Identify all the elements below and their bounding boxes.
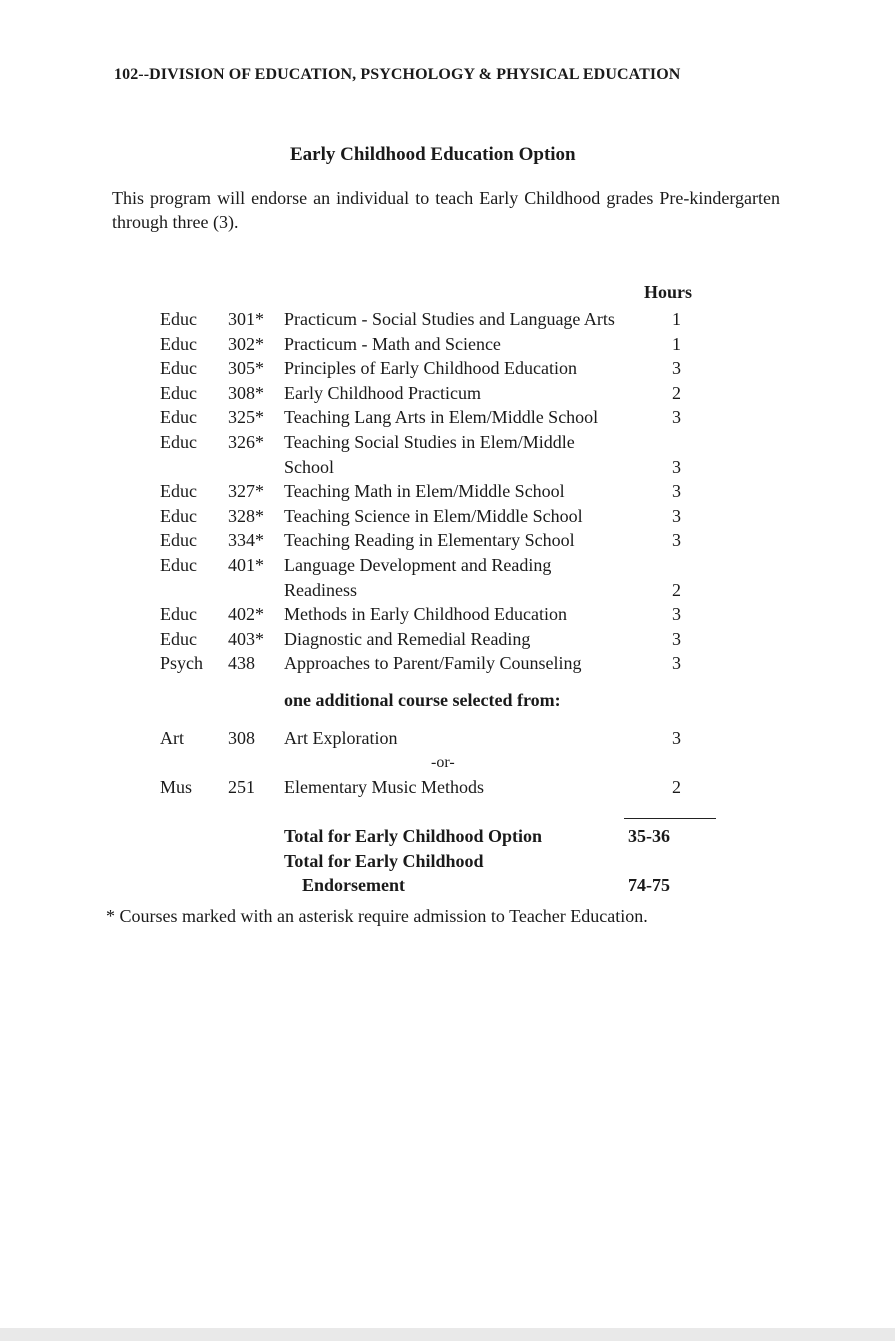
course-title: Practicum - Math and Science: [284, 333, 501, 354]
course-hours: 3: [672, 604, 681, 625]
course-number: 302*: [228, 333, 264, 354]
total-option-label: Total for Early Childhood Option: [284, 826, 543, 846]
course-hours: 3: [672, 407, 681, 428]
total-endorsement-hours: 74-75: [628, 875, 670, 895]
course-hours: 1: [672, 309, 681, 329]
course-hours: 3: [672, 653, 681, 674]
hours-column-header: Hours: [644, 282, 693, 302]
totals-divider: [624, 818, 716, 819]
course-number: 325*: [228, 407, 264, 428]
course-hours: 3: [672, 530, 681, 551]
course-dept: Educ: [160, 309, 197, 329]
course-title: Teaching Social Studies in Elem/Middle: [284, 432, 575, 452]
course-dept: Educ: [160, 382, 197, 403]
course-dept: Educ: [160, 628, 197, 649]
course-dept: Educ: [160, 481, 197, 502]
elective-hours: 2: [672, 777, 681, 797]
intro-paragraph: This program will endorse an individual to teach Early Childhood grades Pre-kindergarten through three (3).: [112, 188, 780, 232]
elective-dept: Art: [160, 728, 184, 748]
course-hours: 3: [672, 481, 681, 502]
elective-dept: Mus: [160, 777, 193, 797]
total-endorsement-label: Total for Early Childhood: [284, 851, 484, 871]
footnote: * Courses marked with an asterisk require admission to Teacher Education.: [106, 906, 648, 926]
scan-edge: [0, 1328, 895, 1341]
course-dept: Educ: [160, 333, 197, 354]
course-number: 301*: [228, 309, 264, 329]
course-dept: Educ: [160, 358, 197, 379]
course-dept: Educ: [160, 432, 197, 452]
course-dept: Educ: [160, 407, 197, 428]
course-title: Methods in Early Childhood Education: [284, 604, 567, 625]
course-hours: 1: [672, 333, 681, 354]
elective-title: Art Exploration: [284, 728, 398, 748]
course-title-cont: Readiness: [284, 579, 357, 600]
course-title: Teaching Reading in Elementary School: [284, 530, 575, 551]
elective-number: 308: [228, 728, 255, 748]
course-dept: Educ: [160, 604, 197, 625]
course-title: Approaches to Parent/Family Counseling: [284, 653, 582, 674]
course-number: 328*: [228, 505, 264, 526]
or-separator: -or-: [431, 754, 455, 771]
course-number: 334*: [228, 530, 264, 551]
course-title: Practicum - Social Studies and Language Arts: [284, 309, 615, 329]
course-number: 402*: [228, 604, 264, 625]
course-title: Diagnostic and Remedial Reading: [284, 628, 531, 649]
course-number: 438: [228, 653, 255, 674]
course-title: Principles of Early Childhood Education: [284, 358, 577, 379]
elective-title: Elementary Music Methods: [284, 777, 484, 797]
course-dept: Educ: [160, 530, 197, 551]
course-title: Teaching Math in Elem/Middle School: [284, 481, 565, 502]
course-title: Language Development and Reading: [284, 555, 552, 575]
course-title: Teaching Lang Arts in Elem/Middle School: [284, 407, 599, 428]
elective-number: 251: [228, 777, 255, 797]
course-title-cont: School: [284, 456, 335, 477]
total-endorsement-label-cont: Endorsement: [302, 875, 405, 895]
course-title: Teaching Science in Elem/Middle School: [284, 505, 583, 526]
course-hours: 3: [672, 456, 681, 477]
course-hours: 2: [672, 579, 681, 600]
elective-hours: 3: [672, 728, 681, 748]
course-title: Early Childhood Practicum: [284, 382, 481, 403]
course-number: 327*: [228, 481, 264, 502]
course-hours: 2: [672, 382, 681, 403]
course-number: 401*: [228, 555, 264, 575]
course-dept: Educ: [160, 505, 197, 526]
course-number: 305*: [228, 358, 264, 379]
total-option-hours: 35-36: [628, 826, 670, 846]
course-number: 403*: [228, 628, 264, 649]
page-header: 102--DIVISION OF EDUCATION, PSYCHOLOGY & PHYSICAL EDUCATION: [114, 66, 681, 83]
course-dept: Psych: [160, 653, 204, 674]
course-number: 326*: [228, 432, 264, 452]
course-hours: 3: [672, 358, 681, 379]
course-dept: Educ: [160, 555, 197, 575]
elective-heading: one additional course selected from:: [284, 690, 561, 710]
course-hours: 3: [672, 505, 681, 526]
course-hours: 3: [672, 628, 681, 649]
course-number: 308*: [228, 382, 264, 403]
section-title: Early Childhood Education Option: [290, 144, 576, 165]
